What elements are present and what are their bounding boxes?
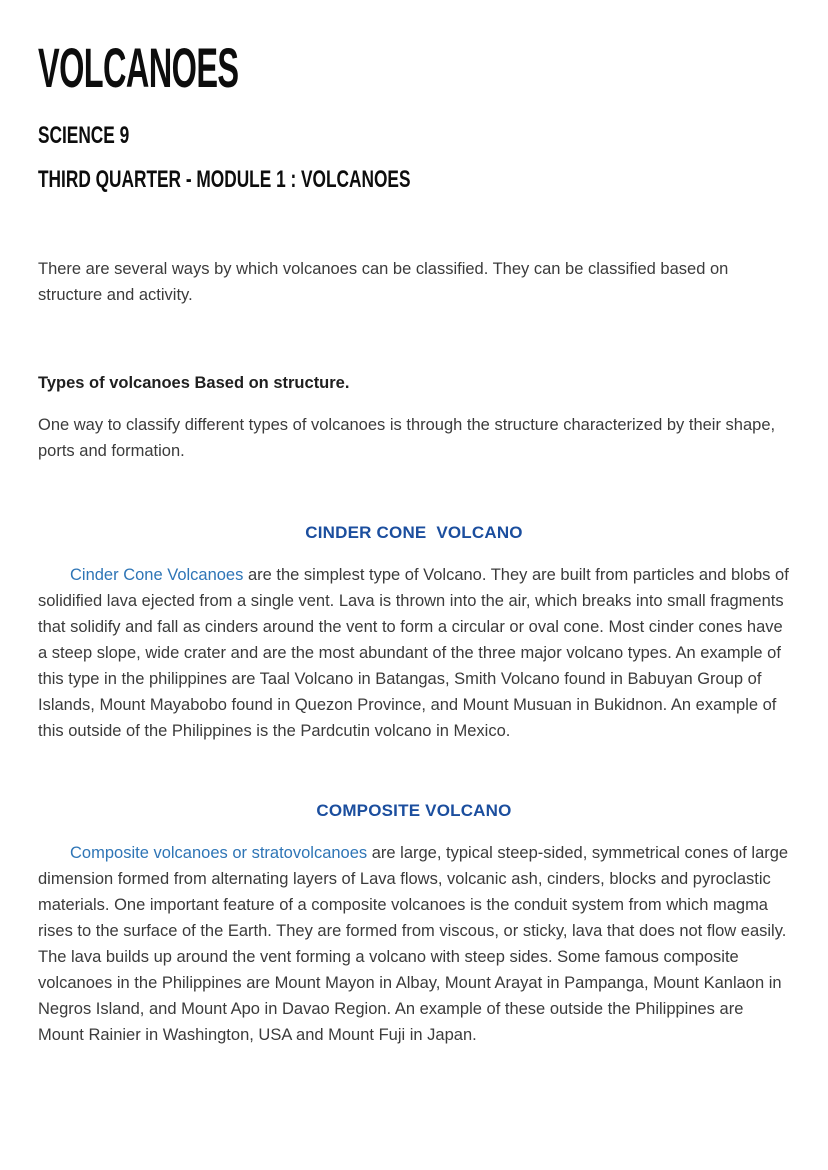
page-title xyxy=(38,36,790,99)
page-title-text: VOLCANOES xyxy=(38,36,239,99)
structure-heading: Types of volcanoes Based on structure. xyxy=(38,374,350,393)
subtitle-science-text: SCIENCE 9 xyxy=(38,122,130,150)
cinder-cone-heading: CINDER CONE VOLCANO xyxy=(305,523,523,543)
subtitle-science xyxy=(38,124,790,148)
subtitle-module-text: THIRD QUARTER - MODULE 1 : VOLCANOES xyxy=(38,166,411,194)
composite-heading: COMPOSITE VOLCANO xyxy=(316,801,512,821)
composite-lead-text: Composite volcanoes or stratovolcanoes xyxy=(70,844,368,863)
composite-paragraph xyxy=(38,840,790,1048)
cinder-cone-lead-text: Cinder Cone Volcanoes xyxy=(70,566,244,585)
subtitle-module xyxy=(38,168,790,192)
intro-paragraph: There are several ways by which volcanoes can be classified. They can be classified based on structure and activity. xyxy=(38,260,729,305)
cinder-cone-body-text: are the simplest type of Volcano. They are built from particles and blobs of solidified lava ejected from a single vent. Lava is thrown into the air, which breaks into small fragments that solidify and fall as cinders around the vent to form a circular or oval cone. Most cinder cones have a steep slope, wide crater and are the most abundant of the three major volcano types. An example of this type in the philippines are Taal Volcano in Batangas, Smith Volcano found in Babuyan Group of Islands, Mount Mayabobo found in Quezon Province, and Mount Musuan in Bukidnon. An example of this outside of the Philippines is the Pardcutin volcano in Mexico. xyxy=(38,566,789,741)
structure-paragraph: One way to classify different types of volcanoes is through the structure characterized by their shape, ports and formation. xyxy=(38,416,776,461)
composite-body-text: are large, typical steep-sided, symmetrical cones of large dimension formed from alternating layers of Lava flows, volcanic ash, cinders, blocks and pyroclastic materials. One important feature of a composite volcanoes is the conduit system from which magma rises to the surface of the Earth. They are formed from viscous, or sticky, lava that does not flow easily. The lava builds up around the vent forming a volcano with steep sides. Some famous composite volcanoes in the Philippines are Mount Mayon in Albay, Mount Arayat in Pampanga, Mount Kanlaon in Negros Island, and Mount Apo in Davao Region. An example of these outside the Philippines are Mount Rainier in Washington, USA and Mount Fuji in Japan. xyxy=(38,844,789,1045)
cinder-cone-paragraph xyxy=(38,562,790,744)
document-content xyxy=(0,36,828,1048)
